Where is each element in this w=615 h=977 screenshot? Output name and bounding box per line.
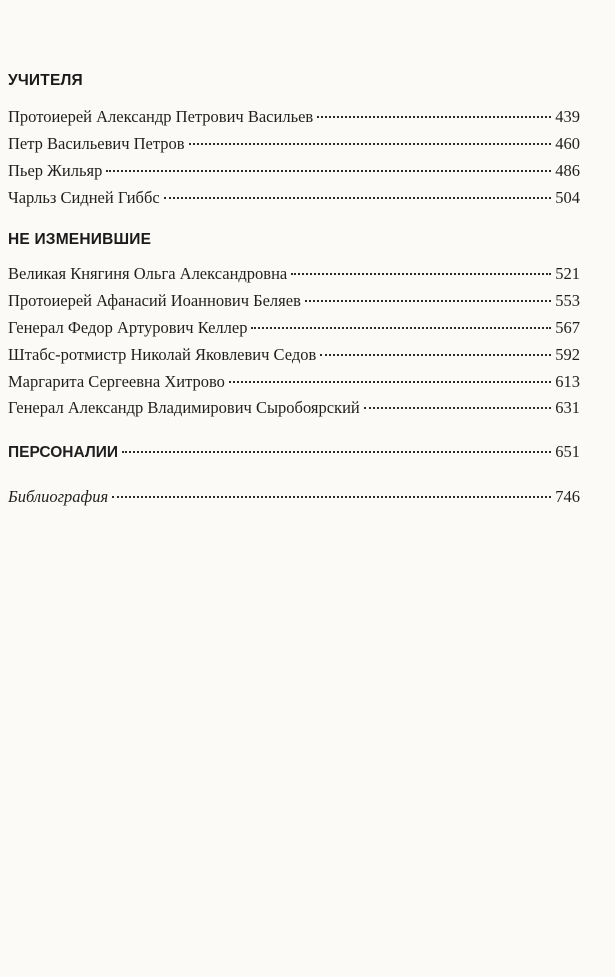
dot-leader (320, 354, 551, 356)
toc-entry[interactable] (8, 345, 580, 365)
toc-entry-page: 746 (555, 487, 580, 506)
dot-leader (291, 273, 551, 275)
toc-entry[interactable] (8, 291, 580, 311)
toc-entry-page: 439 (555, 107, 580, 126)
toc-entry-label: Маргарита Сергеевна Хитрово (8, 372, 225, 391)
toc-entry-page: 592 (555, 345, 580, 364)
dot-leader (251, 327, 551, 329)
toc-entry-persons[interactable] (8, 442, 580, 463)
toc-entry-label: Пьер Жильяр (8, 161, 103, 180)
dot-leader (106, 170, 551, 172)
dot-leader (364, 407, 552, 409)
toc-entry[interactable] (8, 107, 580, 127)
toc-entry-label: Петр Васильевич Петров (8, 134, 185, 153)
toc-entry-bibliography[interactable] (8, 487, 580, 507)
toc-entry[interactable] (8, 188, 580, 208)
toc-entry-label: Великая Княгиня Ольга Александровна (8, 264, 288, 283)
toc-entry-page: 460 (555, 134, 580, 153)
toc-entry-label: Чарльз Сидней Гиббс (8, 188, 160, 207)
toc-entry-page: 504 (555, 188, 580, 207)
toc-entry-label: Генерал Федор Артурович Келлер (8, 318, 248, 337)
toc-entry[interactable] (8, 398, 580, 418)
toc-entry-page: 631 (555, 398, 580, 417)
dot-leader (189, 143, 552, 145)
toc-entry[interactable] (8, 372, 580, 392)
dot-leader (229, 381, 551, 383)
section-title-unchanged: НЕ ИЗМЕНИВШИЕ (8, 231, 152, 248)
toc-entry-label: ПЕРСОНАЛИИ (8, 444, 119, 461)
section-title-teachers: УЧИТЕЛЯ (8, 72, 83, 89)
dot-leader (122, 451, 551, 453)
toc-entry-label: Библиография (8, 487, 109, 506)
toc-entry-label: Протоиерей Афанасий Иоаннович Беляев (8, 291, 301, 310)
toc-entry-page: 651 (555, 442, 580, 461)
toc-entry[interactable] (8, 161, 580, 181)
dot-leader (112, 496, 551, 498)
toc-entry-page: 553 (555, 291, 580, 310)
toc-entry[interactable] (8, 134, 580, 154)
dot-leader (305, 300, 551, 302)
dot-leader (317, 116, 551, 118)
toc-entry[interactable] (8, 264, 580, 284)
toc-entry[interactable] (8, 318, 580, 338)
toc-entry-page: 486 (555, 161, 580, 180)
toc-entry-label: Генерал Александр Владимирович Сыробоярский (8, 398, 360, 417)
toc-entry-page: 521 (555, 264, 580, 283)
toc-entry-page: 567 (555, 318, 580, 337)
toc-entry-label: Штабс-ротмистр Николай Яковлевич Седов (8, 345, 317, 364)
toc-entry-label: Протоиерей Александр Петрович Васильев (8, 107, 314, 126)
dot-leader (164, 197, 552, 199)
toc-entry-page: 613 (555, 372, 580, 391)
